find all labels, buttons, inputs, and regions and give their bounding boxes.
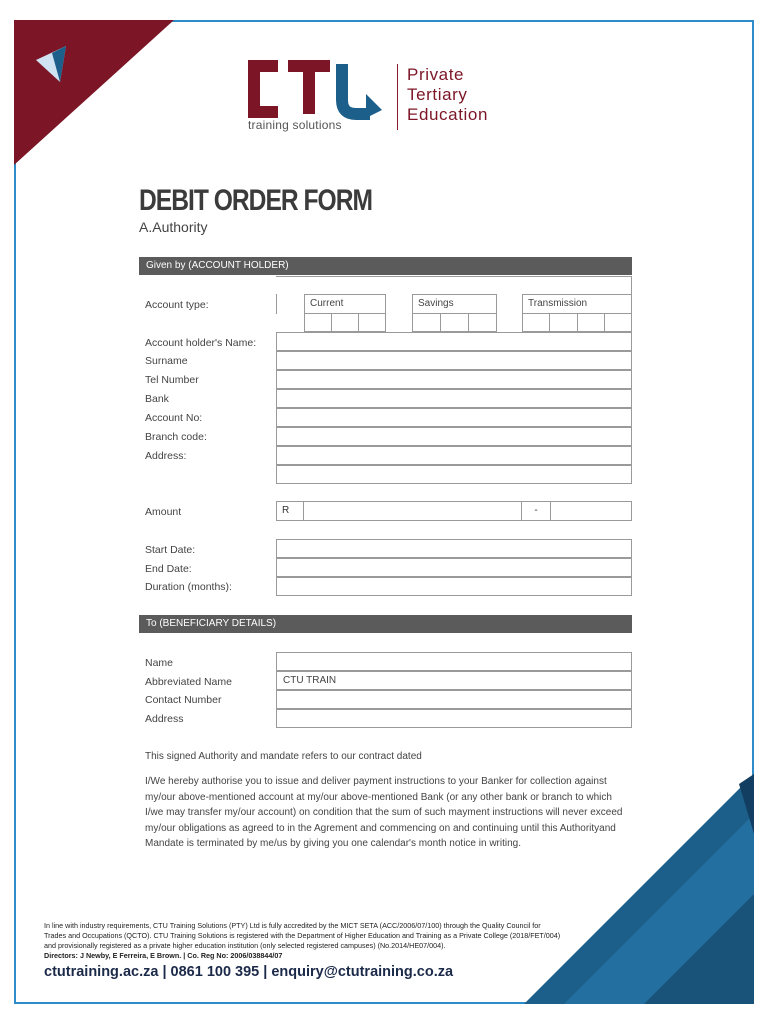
contact-number-label: Contact Number bbox=[145, 694, 222, 706]
section-header-account-holder: Given by (ACCOUNT HOLDER) bbox=[139, 257, 632, 275]
duration-label: Duration (months): bbox=[145, 581, 232, 593]
footer-contact: ctutraining.ac.za | 0861 100 395 | enquiry@ctutraining.co.za bbox=[44, 964, 454, 980]
abbreviated-name-field[interactable] bbox=[276, 671, 632, 690]
duration-field[interactable] bbox=[276, 577, 632, 596]
beneficiary-name-field[interactable] bbox=[276, 652, 632, 671]
account-type-savings[interactable]: Savings bbox=[412, 294, 497, 314]
branch-code-field[interactable] bbox=[276, 427, 632, 446]
account-holder-name-field[interactable] bbox=[276, 332, 632, 351]
abbreviated-name-value: CTU TRAIN bbox=[283, 675, 337, 686]
abbreviated-name-label: Abbreviated Name bbox=[145, 676, 232, 688]
tel-number-label: Tel Number bbox=[145, 374, 199, 386]
form-subtitle: A.Authority bbox=[139, 219, 208, 235]
logo-divider bbox=[397, 64, 398, 130]
footer-accreditation bbox=[44, 921, 564, 961]
logo-descriptor-line: Education bbox=[407, 105, 489, 124]
account-type-label: Account type: bbox=[145, 299, 209, 311]
address-label: Address: bbox=[145, 450, 187, 462]
end-date-field[interactable] bbox=[276, 558, 632, 577]
end-date-label: End Date: bbox=[145, 563, 192, 575]
form-title: DEBIT ORDER FORM bbox=[139, 184, 372, 217]
bank-field[interactable] bbox=[276, 389, 632, 408]
surname-field[interactable] bbox=[276, 351, 632, 370]
account-type-transmission[interactable]: Transmission bbox=[522, 294, 632, 314]
address-field-line-2[interactable] bbox=[276, 465, 632, 484]
corner-decoration-top-left bbox=[14, 20, 174, 165]
surname-label: Surname bbox=[145, 355, 188, 367]
logo-descriptor-line: Tertiary bbox=[407, 85, 468, 104]
section-header-beneficiary: To (BENEFICIARY DETAILS) bbox=[139, 615, 632, 633]
logo-descriptor-line: Private bbox=[407, 65, 465, 84]
account-type-savings-cells[interactable] bbox=[412, 313, 497, 332]
account-type-current-cells[interactable] bbox=[304, 313, 386, 332]
bank-label: Bank bbox=[145, 393, 169, 405]
account-type-transmission-cells[interactable] bbox=[522, 313, 632, 332]
account-type-bracket bbox=[276, 294, 279, 314]
branch-code-label: Branch code: bbox=[145, 431, 207, 443]
beneficiary-address-label: Address bbox=[145, 713, 184, 725]
contact-number-field[interactable] bbox=[276, 690, 632, 709]
account-no-field[interactable] bbox=[276, 408, 632, 427]
authorisation-paragraph: I/We hereby authorise you to issue and deliver payment instructions to your Banker for collection against my/our above-mentioned account at my/our above-mentioned Bank (or any other bank or branch to which I/we may transfer my/our account) on condition that the sum of such mayment instructions will never exceed my/our obligations as agreed to in the Agrement and commencing on and continuing until this Authorityand Mandate is terminated by me/us by giving you one calendar's month notice in writing. bbox=[145, 776, 623, 849]
account-holder-name-label: Account holder's Name: bbox=[145, 337, 257, 349]
amount-label: Amount bbox=[145, 506, 182, 518]
amount-field[interactable] bbox=[276, 501, 632, 521]
beneficiary-address-field[interactable] bbox=[276, 709, 632, 728]
contract-line: This signed Authority and mandate refers to our contract dated bbox=[145, 751, 422, 762]
logo-descriptor bbox=[407, 65, 488, 125]
beneficiary-name-label: Name bbox=[145, 657, 174, 669]
start-date-field[interactable] bbox=[276, 539, 632, 558]
account-type-current[interactable]: Current bbox=[304, 294, 386, 314]
directors-text: Directors: J Newby, E Ferreira, E Brown. | Co. Reg No: 2006/038844/07 bbox=[44, 951, 283, 960]
accreditation-text: In line with industry requirements, CTU Training Solutions (PTY) Ltd is fully accredited by the MICT SETA (ACC/2006/07/100) through the Quality Council for Trades and Occupations (QCTO). CTU Training Solutions is registered with the Department of Higher Education and Training as a Private College (2018/FET/004) and provisionally registered as a private higher education institution (only selected registered campuses) (No.2014/HE07/004). bbox=[44, 921, 561, 950]
start-date-label: Start Date: bbox=[145, 544, 196, 556]
account-no-label: Account No: bbox=[145, 412, 203, 424]
amount-currency: R bbox=[277, 502, 304, 520]
address-field-line-1[interactable] bbox=[276, 446, 632, 465]
tel-number-field[interactable] bbox=[276, 370, 632, 389]
logo-tagline: training solutions bbox=[248, 118, 342, 132]
amount-separator: - bbox=[521, 502, 551, 520]
